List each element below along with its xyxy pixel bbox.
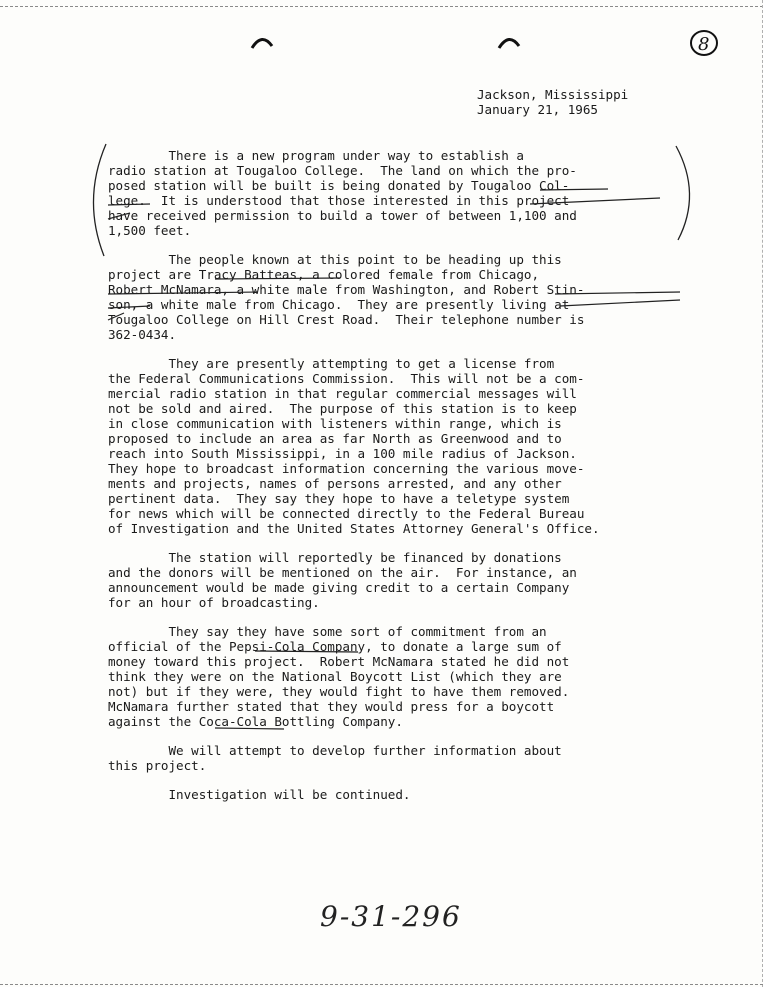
text-line: Investigation will be continued. (108, 787, 411, 802)
text-line: reach into South Mississippi, in a 100 mile radius of Jackson. (108, 446, 577, 461)
text-line: project are Tracy Batteas, a colored female from Chicago, (108, 267, 540, 282)
text-line: official of the Pepsi-Cola Company, to donate a large sum of (108, 639, 562, 654)
text-line: and the donors will be mentioned on the air. For instance, an (108, 565, 577, 580)
text-line: The station will reportedly be financed by donations (108, 550, 562, 565)
text-line: McNamara further stated that they would press for a boycott (108, 699, 555, 714)
text-line: not be sold and aired. The purpose of this station is to keep (108, 401, 577, 416)
text-line: pertinent data. They say they hope to have a teletype system (108, 491, 570, 506)
text-line: money toward this project. Robert McNamara stated he did not (108, 654, 570, 669)
text-line: think they were on the National Boycott List (which they are (108, 669, 562, 684)
text-line: They say they have some sort of commitment from an (108, 624, 547, 639)
handwritten-file-number: 9-31-296 (320, 900, 462, 933)
text-line: 362-0434. (108, 327, 177, 342)
text-line: There is a new program under way to establish a (108, 148, 524, 163)
text-line: announcement would be made giving credit to a certain Company (108, 580, 570, 595)
text-line: for news which will be connected directly to the Federal Bureau (108, 506, 585, 521)
text-line: for an hour of broadcasting. (108, 595, 320, 610)
dateline-date: January 21, 1965 (477, 102, 598, 117)
text-line: not) but if they were, they would fight to have them removed. (108, 684, 570, 699)
text-line: The people known at this point to be heading up this (108, 252, 562, 267)
text-line: the Federal Communications Commission. This will not be a com- (108, 371, 585, 386)
text-line: posed station will be built is being donated by Tougaloo Col- (108, 178, 570, 193)
text-line: Robert McNamara, a white male from Washington, and Robert Stin- (108, 282, 585, 297)
text-line: proposed to include an area as far North as Greenwood and to (108, 431, 562, 446)
page-mark-text: 8 (698, 34, 710, 55)
text-line: this project. (108, 758, 207, 773)
text-line: They hope to broadcast information concerning the various move- (108, 461, 585, 476)
text-line: They are presently attempting to get a license from (108, 356, 555, 371)
text-line: in close communication with listeners within range, which is (108, 416, 562, 431)
text-line: have received permission to build a tower of between 1,100 and (108, 208, 577, 223)
text-line: radio station at Tougaloo College. The land on which the pro- (108, 163, 577, 178)
text-line: of Investigation and the United States Attorney General's Office. (108, 521, 600, 536)
text-line: lege. It is understood that those interested in this project (108, 193, 570, 208)
text-line: 1,500 feet. (108, 223, 192, 238)
text-line: ments and projects, names of persons arrested, and any other (108, 476, 562, 491)
text-line: Tougaloo College on Hill Crest Road. Their telephone number is (108, 312, 585, 327)
text-line: We will attempt to develop further information about (108, 743, 562, 758)
text-line: against the Coca-Cola Bottling Company. (108, 714, 403, 729)
text-line: son, a white male from Chicago. They are presently living at (108, 297, 570, 312)
dateline-location: Jackson, Mississippi (477, 87, 629, 102)
text-line: mercial radio station in that regular commercial messages will (108, 386, 577, 401)
